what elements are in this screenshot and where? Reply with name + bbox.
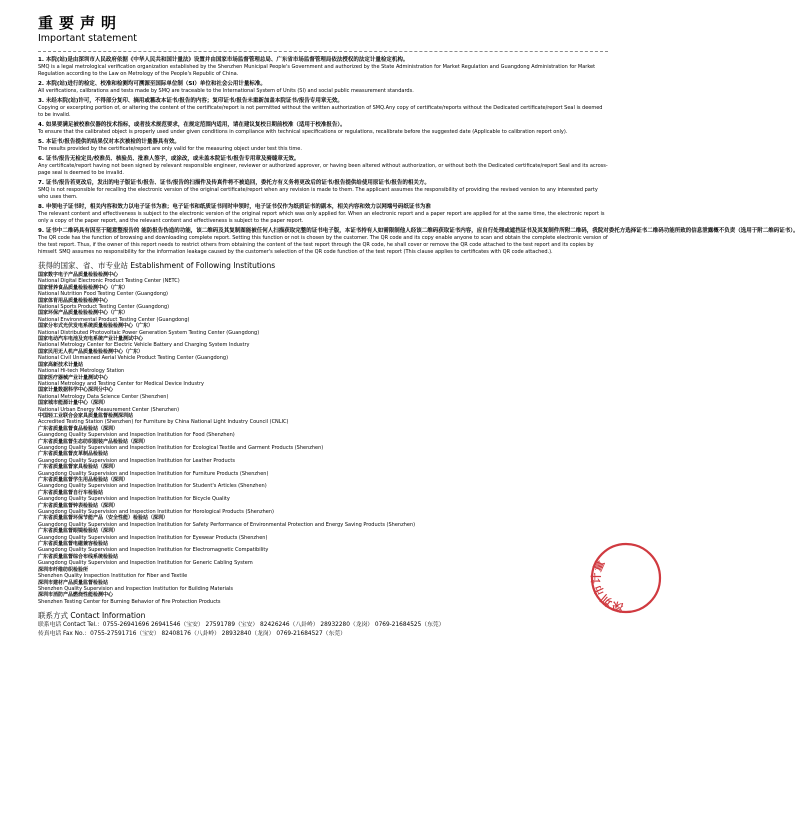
- statement-cn: 1. 本院(站)是由深圳市人民政府依据《中华人民共和国计量法》设置并由国家市场监督管理总局、广东省市场监督管理局依法授权的法定计量检定机构。: [38, 57, 409, 63]
- institution-name-en: Guangdong Quality Supervision and Inspection Institution for Leather Products: [38, 457, 235, 464]
- institution-list: [38, 272, 608, 605]
- institution-name-en: Guangdong Quality Supervision and Inspection Institution for Electromagnetic Compatibility: [38, 547, 269, 554]
- statement-item: [38, 80, 608, 95]
- institution-name-cn: 国家体育用品质量检验检测中心: [38, 297, 109, 304]
- institution-name-cn: 国家医疗器械产业计量测试中心: [38, 374, 109, 381]
- institution-name-cn: 国家城市能源计量中心（深圳）: [38, 400, 109, 407]
- institution-name-en: Guangdong Quality Supervision and Inspection Institution for Furniture Products (Shenzhen): [38, 470, 269, 477]
- statement-item: [38, 179, 608, 201]
- institution-name-en: Guangdong Quality Supervision and Inspection Institution for Student's Articles (Shenzhen): [38, 483, 267, 490]
- institution-name-cn: 广东省质量监督钟表检验站（深圳）: [38, 502, 119, 509]
- statement-item: [38, 155, 608, 177]
- statement-en: The relevant content and effectiveness is subject to the electronic version of the original report which was only applied for. When an electronic report and a paper report are applied for at the same time, the electronic report is only a copy of the paper report, and the relevant content and effectiveness is subject to the paper report.: [38, 211, 605, 224]
- statement-cn: 7. 证书/报告若更改后，发出的电子版证书/报告、证书/报告的扫描件及传真件将不被追回，委托方有义务将更改后的证书/报告提供给使用原证书/报告的相关方。: [38, 180, 430, 186]
- institution-name-en: National Environmental Product Testing Center (Guangdong): [38, 316, 190, 323]
- institution-name-cn: 广东省质量监督自行车检验站: [38, 489, 104, 496]
- institution-name-en: National Digital Electronic Product Testing Center (NETC): [38, 278, 180, 285]
- statement-cn: 2. 本院(站)进行的检定、校准和检测均可溯源至国际单位制（SI）单位和社会公用计量标准。: [38, 81, 266, 87]
- institution-name-cn: 国家计量数据科学中心深圳分中心: [38, 387, 114, 394]
- institution-name-cn: 中国轻工业联合会家具质量监督检测深圳站: [38, 412, 134, 419]
- seal-text: 深圳市计量: [589, 558, 625, 615]
- institution-name-cn: 国家民用无人机产品质量检验检测中心（广东）: [38, 348, 144, 355]
- institution-name-cn: 广东省质量监督学生用品检验站（深圳）: [38, 477, 129, 483]
- institution-name-cn: 国家高新技术计量站: [38, 361, 84, 368]
- institution-name-cn: 国家数字电子产品质量检验检测中心: [38, 272, 119, 278]
- institution-name-en: Guangdong Quality Supervision and Inspection Institution for Food (Shenzhen): [38, 432, 235, 439]
- institutions-heading: 获得的国家、省、市专业站 Establishment of Following Institutions: [38, 261, 276, 270]
- institution-name-cn: 深圳市纤维纺织检验所: [38, 566, 89, 573]
- institution-name-en: Shenzhen Quality Supervision and Inspection Institution for Building Materials: [38, 585, 234, 592]
- institution-name-en: Shenzhen Quality Inspection Institution for Fiber and Textile: [38, 573, 188, 580]
- institution-name-cn: 广东省质量监督皮革制品检验站: [38, 451, 109, 458]
- institution-name-en: Guangdong Quality Supervision and Inspection Institution for Eyewear Products (Shenzhen): [38, 534, 268, 541]
- statement-item: [38, 121, 608, 136]
- institution-name-cn: 深圳市消防产品燃烧性能检测中心: [38, 592, 114, 599]
- statement-list: [38, 56, 799, 256]
- statement-en: The QR code has the function of browsing and downloading complete report. Setting this function or not is chosen by the customer. The QR code and its copy enable anyone to scan and obtain the complete electronic version of the test report. Thus, if the owner of this report needs to restrict others from obtaining the content of the test report through the QR code, he shall cover or remove the QR code attached to the test report and its copies by himself. SMQ assumes no responsibility for the information leakage caused by the customer's selection of the QR code function of the test report (This clause applies to certificates with QR code attached.).: [38, 235, 608, 255]
- institution-name-en: National Civil Unmanned Aerial Vehicle Product Testing Center (Guangdong): [38, 355, 229, 362]
- institution-name-cn: 国家营养食品质量检验检测中心（广东）: [38, 284, 129, 291]
- statement-en: SMQ is not responsible for recalling the electronic version of the original certificate/report when any revision is made to them. The applicant assumes the responsibility of providing the revised version to any interested party who uses them.: [38, 187, 598, 200]
- statement-cn: 5. 本证书/报告提供的结果仅对本次被检的计量器具有效。: [38, 139, 180, 145]
- red-seal-stamp: [586, 538, 666, 618]
- institution-name-cn: 广东省质量监督电磁兼容检验站: [38, 541, 109, 548]
- institution-name-cn: 广东省质量监督生态纺织服装产品检验站（深圳）: [38, 438, 149, 445]
- institution-name-en: Shenzhen Testing Center for Burning Behavior of Fire Protection Products: [38, 598, 221, 605]
- institution-name-en: National Urban Energy Measurement Center (Shenzhen): [38, 406, 180, 413]
- institution-name-cn: 广东省质量监督食品检验站（深圳）: [38, 425, 119, 432]
- institution-name-en: National Nutrition Food Testing Center (Guangdong): [38, 291, 168, 298]
- institution-name-en: Guangdong Quality Supervision and Inspection Institution for Generic Cabling System: [38, 560, 253, 567]
- statement-item: [38, 227, 799, 256]
- statement-en: All verifications, calibrations and tests made by SMQ are traceable to the International System of Units (SI) and social public measurement standards.: [38, 88, 414, 94]
- institution-name-en: National Metrology Data Science Center (Shenzhen): [38, 393, 169, 400]
- statement-item: [38, 203, 608, 225]
- institution-name-en: Guangdong Quality Supervision and Inspection Institution for Safety Performance of Environmental Protection and Energy Saving Products (Shenzhen): [38, 521, 416, 528]
- institution-name-cn: 广东省质量监督综合布线系统检验站: [38, 553, 119, 560]
- institution-name-en: Guangdong Quality Supervision and Inspection Institution for Bicycle Quality: [38, 496, 230, 503]
- institution-name-en: Guangdong Quality Supervision and Inspection Institution for Ecological Textile and Garment Products (Shenzhen): [38, 444, 324, 451]
- statement-cn: 6. 证书/报告无检定员/校准员、核验员、批准人签字，或涂改，或未盖本院证书/报告专用章及骑缝章无效。: [38, 156, 300, 162]
- contact-heading: 联系方式 Contact Information: [38, 611, 146, 621]
- statement-en: Any certificate/report having not been signed by relevant responsible engineer, reviewer or authorized approver, or having been altered without authorization, or without both the Dedicated certificate/report Seal and its across-page seal is deemed to be invalid.: [38, 163, 608, 176]
- institution-name-en: National Hi-tech Metrology Station: [38, 368, 125, 375]
- contact-tel: 联系电话 Contact Tel.：0755-26941696 26941546（宝安） 27591789（宝安） 82426246（八卦岭） 28932280（龙岗） 0769-21684525（东莞）: [38, 622, 445, 629]
- institution-name-cn: 广东省质量监督家具检验站（深圳）: [38, 464, 119, 471]
- institution-name-en: Accredited Testing Station (Shenzhen) for Furniture by China National Light Industry Council (CNLIC): [38, 419, 289, 426]
- statement-cn: 4. 如果要满足被校准仪器的技术指标，或者技术规范要求，在规定范围内适用，请在建议复校日期前校准（适用于校准报告）。: [38, 122, 346, 128]
- institution-name-cn: 国家电动汽车电池及充电系统产业计量测试中心: [38, 336, 144, 343]
- statement-cn: 9. 证书中二维码具有因至于随意整报告的 能防报告伪造的功能，该二维码及其复制图能被任何人扫描获取完整的证书电子版，本证书持有人如需限制他人经该二维码获取证书内容，应自行处理或遮挡证书及其复制件所附二维码，我院对委托方选择证书二维码功能所致的信息泄露概不负责（选用于附二维码证书）。: [38, 228, 799, 234]
- statement-item: [38, 56, 608, 78]
- contact-fax: 传真电话 Fax No.：0755-27591716（宝安） 82408176（八卦岭） 28932840（龙岗） 0769-21684527（东莞）: [38, 631, 346, 638]
- divider: [38, 51, 608, 52]
- statement-page: [38, 14, 799, 639]
- institution-name-cn: 广东省质量监督眼镜检验站（深圳）: [38, 528, 119, 535]
- statement-cn: 8. 申领电子证书时，相关内容和效力以电子证书为准；电子证书和纸质证书同时申领时，电子证书仅作为纸质证书的副本，相关内容和效力以网端号码纸证书为准: [38, 204, 431, 210]
- institution-name-cn: 国家环保产品质量检验检测中心（广东）: [38, 310, 129, 317]
- institution-name-cn: 广东省质量监督环保节能产品（安全性能）检验站（深圳）: [38, 515, 169, 522]
- statement-cn: 3. 未经本院(站)许可，不得部分复印、摘用或篡改本证书/报告的内容；复印证书/报告未重新加盖本院证书/报告专用章无效。: [38, 98, 343, 104]
- statement-item: [38, 138, 608, 153]
- institution-name-cn: 深圳市建材产品质量监督检验站: [38, 579, 109, 586]
- institution-name-en: National Metrology Center for Electric Vehicle Battery and Charging System Industry: [38, 342, 250, 349]
- statement-item: [38, 97, 608, 119]
- page-title: 重要声明: [38, 14, 123, 32]
- page-subtitle: Important statement: [38, 33, 138, 44]
- institution-name-en: National Distributed Photovoltaic Power Generation System Testing Center (Guangdong): [38, 329, 260, 336]
- statement-en: Copying or excerpting portion of, or altering the content of the certificate/report is not permitted without the written authorization of SMQ.Any copy of certificate/reports without the Dedicated certificate/report Seal is deemed to be invalid.: [38, 105, 603, 118]
- statement-en: The results provided by the certificate/report are only valid for the measuring object under test this time.: [38, 146, 302, 152]
- institution-name-en: National Metrology and Testing Center for Medical Device Industry: [38, 380, 204, 387]
- statement-en: SMQ is a legal metrological verification organization established by the Shenzhen Municipal People's Government and authorized by the State Administration for Market Regulation and Guangdong Administration for Market Regulation according to the Law on Metrology of the People's Republic of China.: [38, 64, 596, 77]
- statement-en: To ensure that the calibrated object is properly used under given conditions in compliance with technical specifications or regulations, recalibrate before the suggested date (Applicable to calibration report only).: [38, 129, 568, 135]
- institution-name-en: Guangdong Quality Supervision and Inspection Institution for Horological Products (Shenzhen): [38, 509, 274, 516]
- institution-name-cn: 国家分布式光伏发电系统质量检验检测中心（广东）: [38, 323, 154, 330]
- institution-name-en: National Sports Product Testing Center (Guangdong): [38, 304, 170, 311]
